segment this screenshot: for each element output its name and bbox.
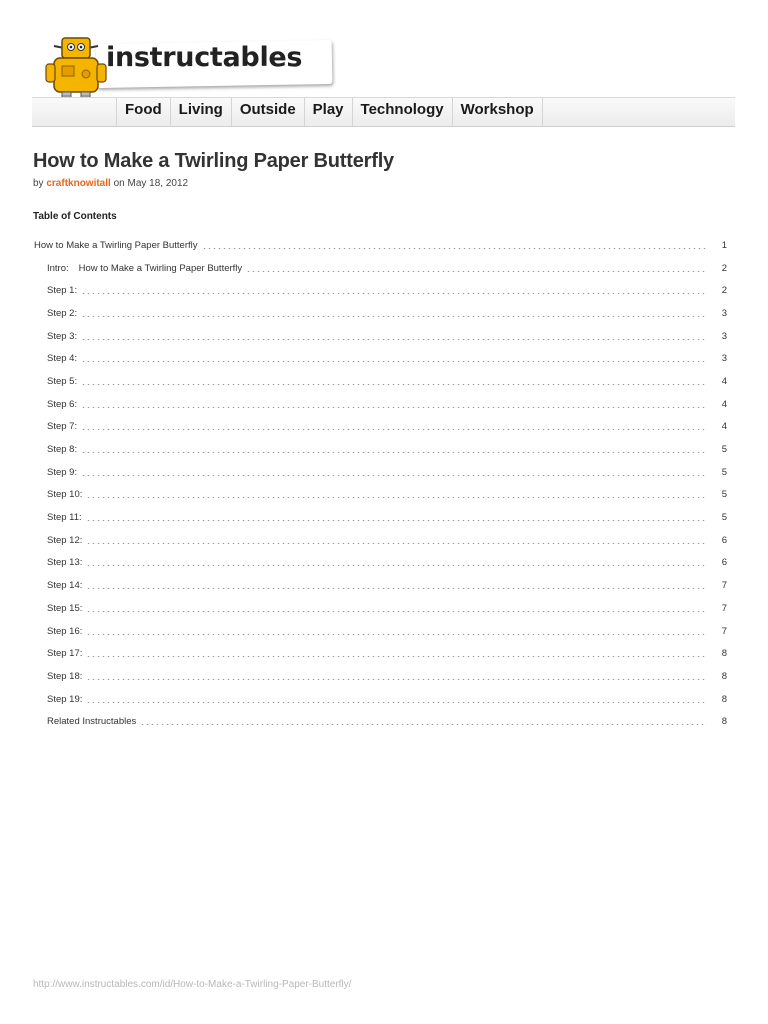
toc-entry-title: Step 16: bbox=[47, 625, 83, 637]
toc-entry-title: Step 9: bbox=[47, 466, 78, 478]
toc-dot-leader bbox=[81, 361, 707, 362]
category-nav bbox=[32, 97, 735, 127]
toc-dot-leader bbox=[86, 565, 707, 566]
toc-page-number: 2 bbox=[721, 262, 727, 274]
toc-page-number: 3 bbox=[721, 307, 727, 319]
toc-page-number: 5 bbox=[721, 444, 727, 456]
toc-entry-label bbox=[47, 626, 86, 637]
toc-entry-label bbox=[47, 467, 81, 478]
toc-entry-title: Related Instructables bbox=[47, 716, 137, 728]
toc-entry-label bbox=[47, 580, 86, 591]
toc-entry-title: Step 11: bbox=[47, 512, 82, 524]
toc-entry-label bbox=[47, 308, 81, 319]
toc-dot-leader bbox=[202, 248, 707, 249]
toc-page-number: 6 bbox=[721, 557, 727, 569]
toc-dot-leader bbox=[86, 543, 707, 544]
toc-dot-leader bbox=[81, 407, 707, 408]
toc-entry-title: Step 12: bbox=[47, 534, 83, 546]
toc-entry-label bbox=[47, 512, 86, 523]
toc-dot-leader bbox=[140, 724, 707, 725]
toc-dot-leader bbox=[81, 475, 707, 476]
toc-row[interactable] bbox=[34, 370, 727, 393]
toc-dot-leader bbox=[81, 293, 707, 294]
toc-entry-label bbox=[47, 376, 81, 387]
toc-entry-label bbox=[47, 444, 81, 455]
toc-page-number: 5 bbox=[721, 466, 727, 478]
toc-dot-leader bbox=[86, 611, 707, 612]
toc-page-number: 7 bbox=[721, 625, 727, 637]
nav-living[interactable]: Living bbox=[171, 98, 232, 126]
nav-technology[interactable]: Technology bbox=[353, 98, 453, 126]
nav-workshop[interactable]: Workshop bbox=[453, 98, 543, 126]
footer-url[interactable]: http://www.instructables.com/id/How-to-Make-a-Twirling-Paper-Butterfly/ bbox=[33, 979, 352, 990]
toc-page-number: 4 bbox=[721, 375, 727, 387]
toc-dot-leader bbox=[86, 656, 707, 657]
toc-row[interactable] bbox=[34, 257, 727, 280]
toc-dot-leader bbox=[81, 339, 707, 340]
toc-row[interactable] bbox=[34, 710, 727, 733]
toc-entry-label bbox=[47, 648, 86, 659]
toc-row[interactable] bbox=[34, 234, 727, 257]
toc-dot-leader bbox=[86, 702, 707, 703]
toc-page-number: 4 bbox=[721, 398, 727, 410]
toc-row[interactable] bbox=[34, 529, 727, 552]
toc-entry-title: Step 8: bbox=[47, 444, 78, 456]
toc-heading: Table of Contents bbox=[33, 211, 117, 222]
toc-entry-label bbox=[47, 603, 86, 614]
toc-entry-label bbox=[47, 285, 81, 296]
toc-page-number: 6 bbox=[721, 534, 727, 546]
toc-row[interactable] bbox=[34, 688, 727, 711]
toc-entry-subtitle: How to Make a Twirling Paper Butterfly bbox=[78, 262, 243, 274]
toc-dot-leader bbox=[86, 497, 707, 498]
toc-row[interactable] bbox=[34, 484, 727, 507]
toc-row[interactable] bbox=[34, 574, 727, 597]
toc-dot-leader bbox=[81, 316, 707, 317]
toc-entry-title: Step 5: bbox=[47, 375, 78, 387]
toc-page-number: 2 bbox=[721, 285, 727, 297]
toc-row[interactable] bbox=[34, 393, 727, 416]
toc-dot-leader bbox=[86, 588, 707, 589]
toc-page-number: 7 bbox=[721, 580, 727, 592]
toc-entry-label bbox=[47, 421, 81, 432]
toc-entry-title: Step 2: bbox=[47, 307, 78, 319]
toc-page-number: 3 bbox=[721, 353, 727, 365]
toc-row[interactable] bbox=[34, 302, 727, 325]
nav-outside[interactable]: Outside bbox=[232, 98, 305, 126]
toc-entry-title: Step 7: bbox=[47, 421, 78, 433]
toc-entry-title: How to Make a Twirling Paper Butterfly bbox=[34, 239, 198, 251]
toc-entry-title: Step 1: bbox=[47, 285, 78, 297]
toc-row[interactable] bbox=[34, 416, 727, 439]
page-title: How to Make a Twirling Paper Butterfly bbox=[33, 150, 394, 172]
toc-dot-leader bbox=[86, 520, 707, 521]
toc-page-number: 8 bbox=[721, 716, 727, 728]
toc-entry-title: Step 19: bbox=[47, 693, 83, 705]
toc-dot-leader bbox=[81, 429, 707, 430]
toc-entry-label bbox=[47, 489, 86, 500]
toc-row[interactable] bbox=[34, 665, 727, 688]
nav-play[interactable]: Play bbox=[305, 98, 353, 126]
toc-entry-title: Step 4: bbox=[47, 353, 78, 365]
toc-entry-title: Step 3: bbox=[47, 330, 78, 342]
toc-entry-title: Intro: bbox=[47, 262, 69, 274]
toc-entry-title: Step 15: bbox=[47, 602, 83, 614]
toc-row[interactable] bbox=[34, 347, 727, 370]
toc-page-number: 5 bbox=[721, 489, 727, 501]
toc-row[interactable] bbox=[34, 642, 727, 665]
toc-entry-title: Step 18: bbox=[47, 670, 83, 682]
toc-dot-leader bbox=[86, 679, 707, 680]
toc-row[interactable] bbox=[34, 279, 727, 302]
toc-entry-title: Step 10: bbox=[47, 489, 83, 501]
toc-dot-leader bbox=[246, 271, 707, 272]
toc-row[interactable] bbox=[34, 506, 727, 529]
toc-page-number: 5 bbox=[721, 512, 727, 524]
toc-dot-leader bbox=[81, 452, 707, 453]
toc-entry-label bbox=[47, 353, 81, 364]
nav-food[interactable]: Food bbox=[116, 98, 171, 126]
byline bbox=[33, 178, 188, 189]
toc-row[interactable] bbox=[34, 597, 727, 620]
toc-dot-leader bbox=[86, 634, 707, 635]
table-of-contents bbox=[34, 234, 727, 733]
publish-date: on May 18, 2012 bbox=[113, 178, 189, 189]
toc-entry-label bbox=[34, 240, 202, 251]
toc-entry-title: Step 6: bbox=[47, 398, 78, 410]
toc-entry-label bbox=[47, 331, 81, 342]
toc-dot-leader bbox=[81, 384, 707, 385]
toc-row[interactable] bbox=[34, 438, 727, 461]
toc-entry-label bbox=[47, 535, 86, 546]
byline-prefix: by bbox=[33, 178, 44, 189]
toc-page-number: 8 bbox=[721, 693, 727, 705]
toc-row[interactable] bbox=[34, 552, 727, 575]
toc-entry-label bbox=[47, 671, 86, 682]
toc-entry-label bbox=[47, 399, 81, 410]
toc-entry-title: Step 17: bbox=[47, 648, 83, 660]
toc-page-number: 3 bbox=[721, 330, 727, 342]
logo-text: instructables bbox=[106, 42, 303, 73]
toc-entry-label bbox=[47, 557, 86, 568]
toc-page-number: 7 bbox=[721, 602, 727, 614]
toc-entry-label bbox=[47, 694, 86, 705]
toc-page-number: 8 bbox=[721, 670, 727, 682]
toc-page-number: 4 bbox=[721, 421, 727, 433]
toc-entry-label bbox=[47, 716, 140, 727]
toc-entry-label bbox=[47, 263, 246, 274]
toc-row[interactable] bbox=[34, 620, 727, 643]
toc-row[interactable] bbox=[34, 325, 727, 348]
toc-page-number: 8 bbox=[721, 648, 727, 660]
toc-row[interactable] bbox=[34, 461, 727, 484]
toc-page-number: 1 bbox=[721, 239, 727, 251]
author-link[interactable]: craftknowitall bbox=[46, 178, 111, 189]
toc-entry-title: Step 14: bbox=[47, 580, 83, 592]
toc-entry-title: Step 13: bbox=[47, 557, 83, 569]
